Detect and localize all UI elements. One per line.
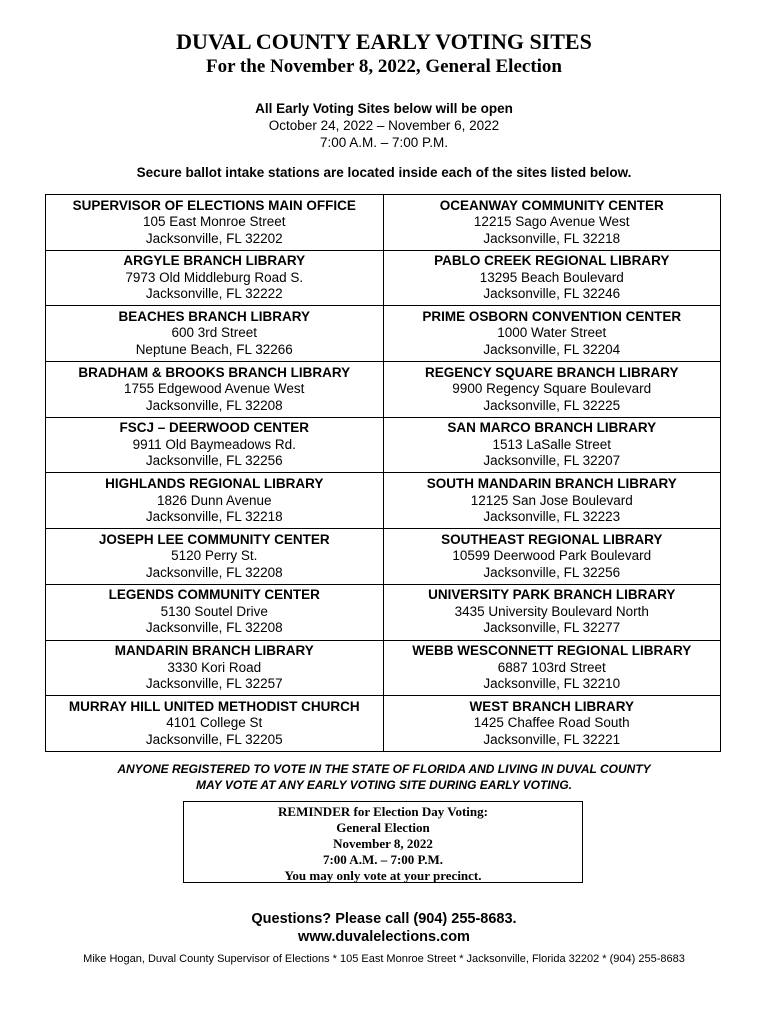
site-city: Jacksonville, FL 32218	[483, 230, 621, 246]
site-cell	[46, 473, 384, 529]
site-name: SUPERVISOR OF ELECTIONS MAIN OFFICE	[72, 197, 356, 213]
site-city: Jacksonville, FL 32221	[483, 731, 621, 747]
site-cell	[383, 195, 721, 251]
site-name: BRADHAM & BROOKS BRANCH LIBRARY	[78, 364, 351, 380]
site-city: Jacksonville, FL 32208	[145, 620, 283, 636]
intake-notice: Secure ballot intake stations are located inside each of the sites listed below.	[136, 165, 632, 180]
site-name: WEBB WESCONNETT REGIONAL LIBRARY	[412, 643, 692, 659]
site-city: Jacksonville, FL 32222	[145, 286, 283, 302]
intro-block	[0, 100, 768, 151]
site-name: WEST BRANCH LIBRARY	[469, 698, 634, 714]
table-row	[46, 584, 721, 640]
site-cell	[46, 529, 384, 585]
site-city: Neptune Beach, FL 32266	[135, 341, 293, 357]
site-name: SOUTHEAST REGIONAL LIBRARY	[441, 531, 663, 547]
site-cell	[46, 640, 384, 696]
site-cell	[383, 362, 721, 418]
site-street: 1513 LaSalle Street	[492, 436, 612, 452]
site-street: 9900 Regency Square Boulevard	[452, 381, 652, 397]
site-city: Jacksonville, FL 32246	[483, 286, 621, 302]
site-name: SAN MARCO BRANCH LIBRARY	[447, 420, 657, 436]
reminder-line: 7:00 A.M. – 7:00 P.M.	[322, 852, 444, 867]
site-cell	[46, 584, 384, 640]
eligibility-notice	[0, 761, 768, 793]
reminder-box	[183, 801, 583, 883]
reminder-line: REMINDER for Election Day Voting:	[278, 804, 488, 819]
site-city: Jacksonville, FL 32205	[145, 731, 283, 747]
site-street: 12125 San Jose Boulevard	[470, 492, 633, 508]
site-street: 6887 103rd Street	[497, 659, 606, 675]
site-street: 5120 Perry St.	[171, 548, 258, 564]
notice-line: MAY VOTE AT ANY EARLY VOTING SITE DURING EARLY VOTING.	[195, 778, 573, 792]
site-city: Jacksonville, FL 32208	[145, 564, 283, 580]
site-street: 3435 University Boulevard North	[454, 603, 649, 619]
site-name: PRIME OSBORN CONVENTION CENTER	[422, 308, 682, 324]
page-title: DUVAL COUNTY EARLY VOTING SITES	[176, 29, 592, 54]
table-row	[46, 696, 721, 752]
site-street: 3330 Kori Road	[167, 659, 262, 675]
site-city: Jacksonville, FL 32256	[483, 564, 621, 580]
site-name: REGENCY SQUARE BRANCH LIBRARY	[424, 364, 679, 380]
site-name: HIGHLANDS REGIONAL LIBRARY	[105, 476, 324, 492]
site-name: SOUTH MANDARIN BRANCH LIBRARY	[426, 476, 677, 492]
site-cell	[383, 696, 721, 752]
site-cell	[383, 529, 721, 585]
sites-table	[45, 194, 721, 752]
reminder-line: General Election	[336, 820, 430, 835]
table-row	[46, 473, 721, 529]
site-street: 9911 Old Baymeadows Rd.	[132, 436, 296, 452]
site-cell	[46, 696, 384, 752]
site-name: MANDARIN BRANCH LIBRARY	[114, 643, 314, 659]
site-city: Jacksonville, FL 32223	[483, 509, 621, 525]
site-name: MURRAY HILL UNITED METHODIST CHURCH	[68, 698, 360, 714]
footer: Mike Hogan, Duval County Supervisor of Elections * 105 East Monroe Street * Jacksonville, Florida 32202 * (904) 255-8683	[83, 953, 685, 965]
site-name: JOSEPH LEE COMMUNITY CENTER	[98, 531, 330, 547]
site-city: Jacksonville, FL 32256	[145, 453, 283, 469]
site-street: 105 East Monroe Street	[142, 214, 286, 230]
site-cell	[46, 417, 384, 473]
page-subtitle: For the November 8, 2022, General Election	[205, 56, 562, 77]
site-cell	[46, 306, 384, 362]
site-cell	[383, 250, 721, 306]
website-link[interactable]: www.duvalelections.com	[298, 929, 470, 945]
site-cell	[383, 473, 721, 529]
site-street: 12215 Sago Avenue West	[473, 214, 630, 230]
site-street: 1425 Chaffee Road South	[473, 715, 630, 731]
site-street: 5130 Soutel Drive	[160, 603, 268, 619]
site-name: FSCJ – DEERWOOD CENTER	[119, 420, 310, 436]
table-row	[46, 250, 721, 306]
site-cell	[46, 362, 384, 418]
reminder-line: You may only vote at your precinct.	[284, 868, 482, 883]
site-street: 4101 College St	[166, 715, 263, 731]
table-row	[46, 306, 721, 362]
site-city: Jacksonville, FL 32210	[483, 676, 621, 692]
site-street: 600 3rd Street	[171, 325, 258, 341]
site-cell	[46, 250, 384, 306]
site-city: Jacksonville, FL 32225	[483, 397, 621, 413]
site-city: Jacksonville, FL 32208	[145, 397, 283, 413]
site-city: Jacksonville, FL 32218	[145, 509, 283, 525]
table-row	[46, 417, 721, 473]
site-street: 1755 Edgewood Avenue West	[124, 381, 305, 397]
table-row	[46, 195, 721, 251]
questions-text: Questions? Please call (904) 255-8683.	[251, 911, 517, 927]
site-street: 1000 Water Street	[497, 325, 607, 341]
table-row	[46, 640, 721, 696]
site-street: 1826 Dunn Avenue	[156, 492, 272, 508]
site-cell	[383, 584, 721, 640]
hours: 7:00 A.M. – 7:00 P.M.	[319, 135, 449, 150]
table-row	[46, 529, 721, 585]
site-street: 13295 Beach Boulevard	[479, 269, 624, 285]
site-name: BEACHES BRANCH LIBRARY	[118, 308, 310, 324]
site-name: PABLO CREEK REGIONAL LIBRARY	[434, 253, 670, 269]
reminder-line: November 8, 2022	[333, 836, 433, 851]
site-street: 10599 Deerwood Park Boulevard	[452, 548, 652, 564]
site-cell	[383, 640, 721, 696]
site-name: UNIVERSITY PARK BRANCH LIBRARY	[428, 587, 676, 603]
date-range: October 24, 2022 – November 6, 2022	[268, 118, 500, 133]
contact-block	[0, 910, 768, 946]
site-city: Jacksonville, FL 32277	[483, 620, 621, 636]
site-cell	[383, 417, 721, 473]
site-city: Jacksonville, FL 32204	[483, 341, 621, 357]
site-name: OCEANWAY COMMUNITY CENTER	[439, 197, 664, 213]
site-street: 7973 Old Middleburg Road S.	[125, 269, 304, 285]
site-name: ARGYLE BRANCH LIBRARY	[123, 253, 306, 269]
table-row	[46, 362, 721, 418]
site-city: Jacksonville, FL 32202	[145, 230, 283, 246]
intro-line: All Early Voting Sites below will be open	[255, 101, 513, 116]
notice-line: ANYONE REGISTERED TO VOTE IN THE STATE OF FLORIDA AND LIVING IN DUVAL COUNTY	[117, 762, 651, 776]
site-name: LEGENDS COMMUNITY CENTER	[108, 587, 320, 603]
site-city: Jacksonville, FL 32207	[483, 453, 621, 469]
site-cell	[383, 306, 721, 362]
site-city: Jacksonville, FL 32257	[145, 676, 283, 692]
site-cell	[46, 195, 384, 251]
